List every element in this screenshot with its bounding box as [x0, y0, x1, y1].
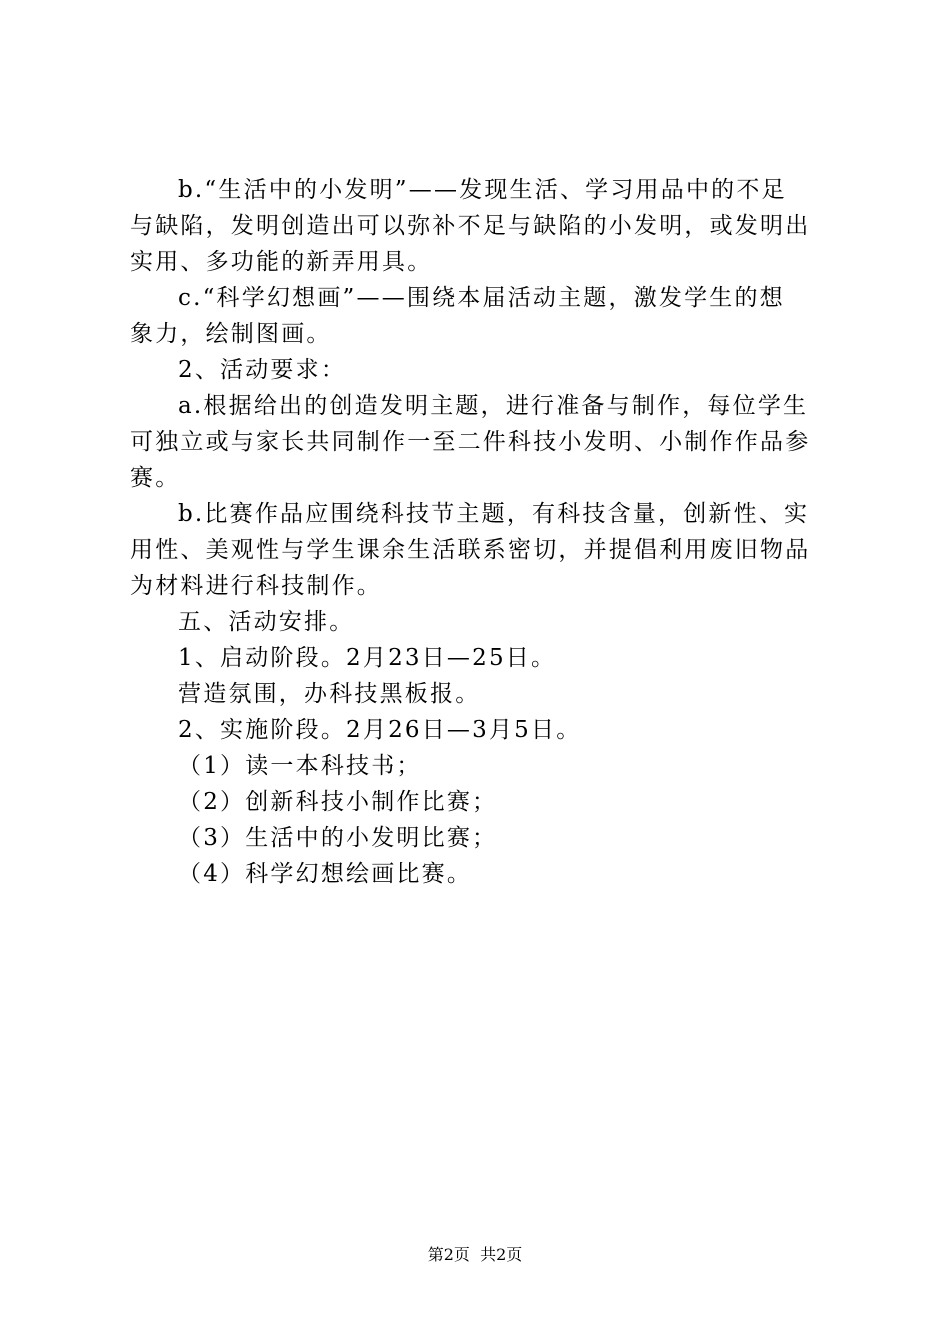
paragraph-line: 2、实施阶段。2月26日—3月5日。 — [178, 717, 582, 743]
list-item: （3）生活中的小发明比赛； — [178, 825, 498, 851]
section-heading: 2、活动要求： — [178, 357, 347, 383]
section-heading: 五、活动安排。 — [178, 609, 355, 635]
paragraph-line: 营造氛围，办科技黑板报。 — [178, 681, 481, 707]
page-number-footer: 第2页 共2页 — [427, 1245, 523, 1264]
list-item: （2）创新科技小制作比赛； — [178, 789, 498, 815]
paragraph-line: 用性、美观性与学生课余生活联系密切，并提倡利用废旧物品 — [130, 537, 811, 563]
list-item: （1）读一本科技书； — [178, 753, 422, 779]
paragraph-line: 与缺陷，发明创造出可以弥补不足与缺陷的小发明，或发明出 — [130, 213, 811, 239]
paragraph-line: 象力，绘制图画。 — [130, 321, 332, 347]
list-item: （4）科学幻想绘画比赛。 — [178, 861, 473, 887]
paragraph-line: b.“生活中的小发明”——发现生活、学习用品中的不足 — [178, 177, 787, 203]
paragraph-line: 赛。 — [130, 465, 181, 491]
paragraph-line: b.比赛作品应围绕科技节主题，有科技含量，创新性、实 — [178, 501, 810, 527]
document-body — [130, 172, 830, 892]
paragraph-line: c.“科学幻想画”——围绕本届活动主题，激发学生的想 — [178, 285, 785, 311]
paragraph-line: 实用、多功能的新弄用具。 — [130, 249, 433, 275]
paragraph-line: 可独立或与家长共同制作一至二件科技小发明、小制作作品参 — [130, 429, 811, 455]
paragraph-line: 1、启动阶段。2月23日—25日。 — [178, 645, 557, 671]
paragraph-line: 为材料进行科技制作。 — [130, 573, 382, 599]
paragraph-line: a.根据给出的创造发明主题，进行准备与制作，每位学生 — [178, 393, 809, 419]
